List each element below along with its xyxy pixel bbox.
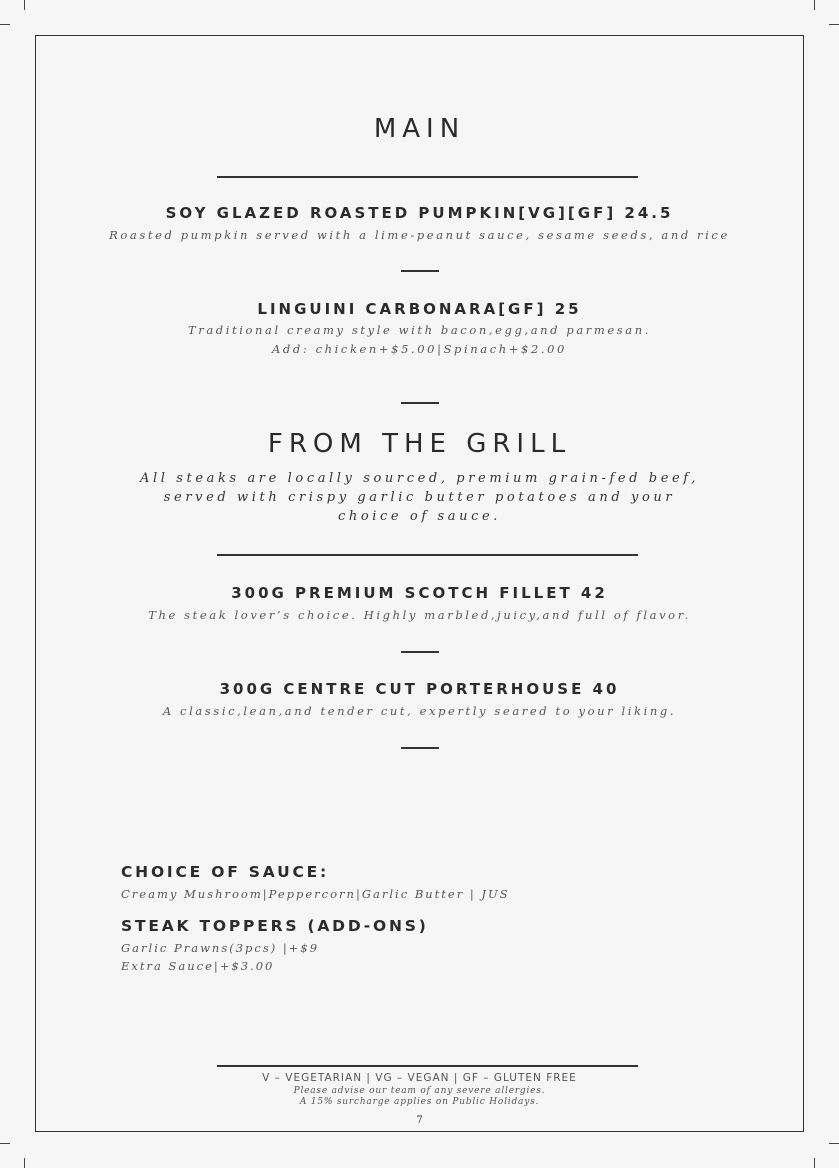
topper-item: Extra Sauce|+$3.00 bbox=[121, 959, 275, 973]
crop-mark bbox=[829, 1143, 839, 1144]
grill-intro-line: All steaks are locally sourced, premium grain-fed beef, bbox=[139, 471, 699, 486]
menu-item-addons: Add: chicken+$5.00|Spinach+$2.00 bbox=[272, 342, 567, 356]
section-title-grill: FROM THE GRILL bbox=[267, 429, 572, 459]
page-number: 7 bbox=[416, 1115, 423, 1126]
footer-divider bbox=[217, 1065, 638, 1067]
item-divider bbox=[401, 747, 439, 749]
grill-intro-line: served with crispy garlic butter potatoes and your bbox=[163, 490, 676, 505]
menu-item-description: A classic,lean,and tender cut, expertly seared to your liking. bbox=[162, 704, 677, 718]
crop-mark bbox=[0, 1143, 10, 1144]
toppers-title: STEAK TOPPERS (ADD-ONS) bbox=[121, 917, 429, 935]
menu-item-title: LINGUINI CARBONARA[GF] 25 bbox=[257, 300, 582, 318]
section-divider bbox=[217, 176, 638, 178]
menu-item-description: The steak lover’s choice. Highly marbled,juicy,and full of flavor. bbox=[148, 608, 691, 622]
menu-item-title: SOY GLAZED ROASTED PUMPKIN[VG][GF] 24.5 bbox=[165, 204, 674, 222]
crop-mark bbox=[0, 24, 10, 25]
crop-mark bbox=[24, 0, 25, 10]
section-title-main: MAIN bbox=[373, 114, 466, 144]
dietary-legend: V – VEGETARIAN | VG – VEGAN | GF – GLUTEN FREE bbox=[262, 1072, 577, 1084]
grill-intro-line: choice of sauce. bbox=[337, 509, 501, 524]
item-divider bbox=[401, 651, 439, 653]
menu-item-title: 300G PREMIUM SCOTCH FILLET 42 bbox=[231, 584, 608, 602]
menu-item-title: 300G CENTRE CUT PORTERHOUSE 40 bbox=[219, 680, 620, 698]
menu-item-description: Roasted pumpkin served with a lime-peanut sauce, sesame seeds, and rice bbox=[109, 228, 730, 242]
item-divider bbox=[401, 270, 439, 272]
crop-mark bbox=[814, 0, 815, 10]
sauce-title: CHOICE OF SAUCE: bbox=[121, 863, 330, 881]
item-divider bbox=[401, 402, 439, 404]
surcharge-note: A 15% surcharge applies on Public Holidays. bbox=[299, 1097, 540, 1107]
topper-item: Garlic Prawns(3pcs) |+$9 bbox=[121, 941, 320, 955]
section-divider bbox=[217, 554, 638, 556]
sauce-options: Creamy Mushroom|Peppercorn|Garlic Butter | JUS bbox=[121, 887, 510, 901]
allergy-note: Please advise our team of any severe allergies. bbox=[293, 1086, 546, 1096]
crop-mark bbox=[814, 1158, 815, 1168]
crop-mark bbox=[829, 24, 839, 25]
crop-mark bbox=[24, 1158, 25, 1168]
menu-item-description: Traditional creamy style with bacon,egg,and parmesan. bbox=[187, 323, 652, 337]
